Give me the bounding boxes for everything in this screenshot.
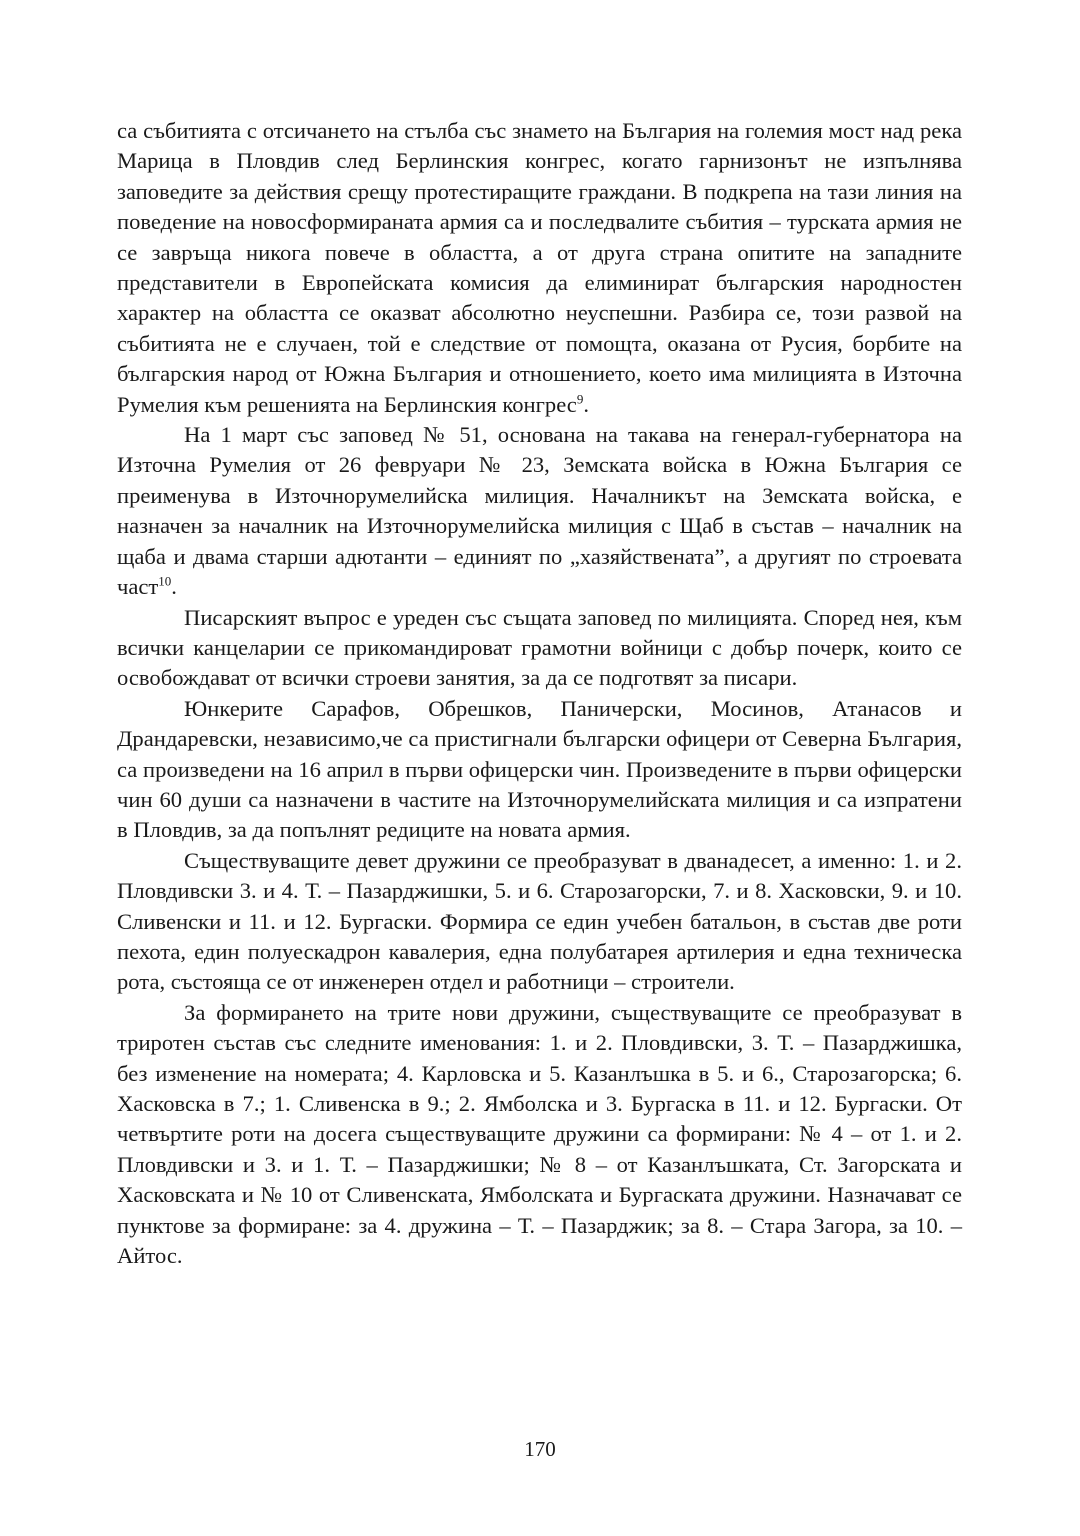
paragraph-2 xyxy=(117,420,962,602)
paragraph-text: Юнкерите Сарафов, Обрешков, Паничерски, Мосинов, Атанасов и Драндаревски, независимо,че са пристигнали български офицери от Северна България, са произведени на 16 април в първи офицерски чин. Произведените в първи офицерски чин 60 души са назначени в частите на Източнорумелийската милиция и са изпратени в Пловдив, за да попълнят редиците на новата армия. xyxy=(117,695,962,843)
paragraph-text: За формирането на трите нови дружини, съществуващите се преобразуват в триротен състав със следните именования: 1. и 2. Пловдивски, 3. Т. – Пазарджишка, без изменение на номерата; 4. Карловска и 5. Казанлъшка в 5. и 6., Старозагорска; 6. Хасковска в 7.; 1. Сливенска в 9.; 2. Ямболска и 3. Бургаска в 11. и 12. Бургаски. От четвъртите роти на досега съществуващите дружини са формирани: № 4 – от 1. и 2. Пловдивски и 3. и 1. Т. – Пазарджишки; № 8 – от Казанлъшката, Ст. Загорската и Хасковската и № 10 от Сливенската, Ямболската и Бургаската дружини. Назначават се пунктове за формиране: за 4. дружина – Т. – Пазарджик; за 8. – Стара Загора, за 10. – Айтос. xyxy=(117,999,962,1269)
body-text xyxy=(117,116,962,1271)
paragraph-tail: . xyxy=(171,574,177,600)
paragraph-1 xyxy=(117,116,962,420)
paragraph-6 xyxy=(117,998,962,1272)
paragraph-text: са събитията с отсичането на стълба със знамето на България на големия мост над река Марица в Пловдив след Берлинския конгрес, когато гарнизонът не изпълнява заповедите за действия срещу протестиращите граждани. В подкрепа на тази линия на поведение на новосформираната армия са и последвалите събития – турската армия не се завръща никога повече в областта, а от друга страна опитите на западните представители в Европейската комисия да елиминират българския народностен характер на областта се оказват абсолютно неуспешни. Разбира се, този развой на събитията не е случаен, той е следствие от помощта, оказана от Русия, борбите на българския народ от Южна България и отношението, което има милицията в Източна Румелия към решенията на Берлинския конгрес xyxy=(117,118,962,417)
paragraph-5 xyxy=(117,846,962,998)
paragraph-text: Писарският въпрос е уреден със същата заповед по милицията. Според нея, към всички канцеларии се прикомандироват грамотни войници с добър почерк, които се освобождават от всички строеви занятия, за да се подготвят за писари. xyxy=(117,604,962,691)
paragraph-text: На 1 март със заповед № 51, основана на такава на генерал-губернатора на Източна Румелия от 26 февруари № 23, Земската войска в Южна България се преименува в Източнорумелийска милиция. Началникът на Земската войска, е назначен за началник на Източнорумелийска милиция с Щаб в състав – началник на щаба и двама старши адютанти – единият по „хазяйствената”, а другият по строевата част xyxy=(117,422,962,600)
paragraph-3 xyxy=(117,603,962,694)
footnote-marker: 10 xyxy=(158,573,172,589)
paragraph-4 xyxy=(117,694,962,846)
page-number: 170 xyxy=(524,1437,556,1461)
paragraph-text: Съществуващите девет дружини се преобразуват в дванадесет, а именно: 1. и 2. Пловдивски 3. и 4. Т. – Пазарджишки, 5. и 6. Старозагорски, 7. и 8. Хасковски, 9. и 10. Сливенски и 11. и 12. Бургаски. Формира се един учебен батальон, в състав две роти пехота, един полуескадрон кавалерия, една полубатарея артилерия и една техническа рота, състояща се от инженерен отдел и работници – строители. xyxy=(117,847,962,995)
footnote-marker: 9 xyxy=(576,391,584,407)
paragraph-tail: . xyxy=(583,391,589,417)
